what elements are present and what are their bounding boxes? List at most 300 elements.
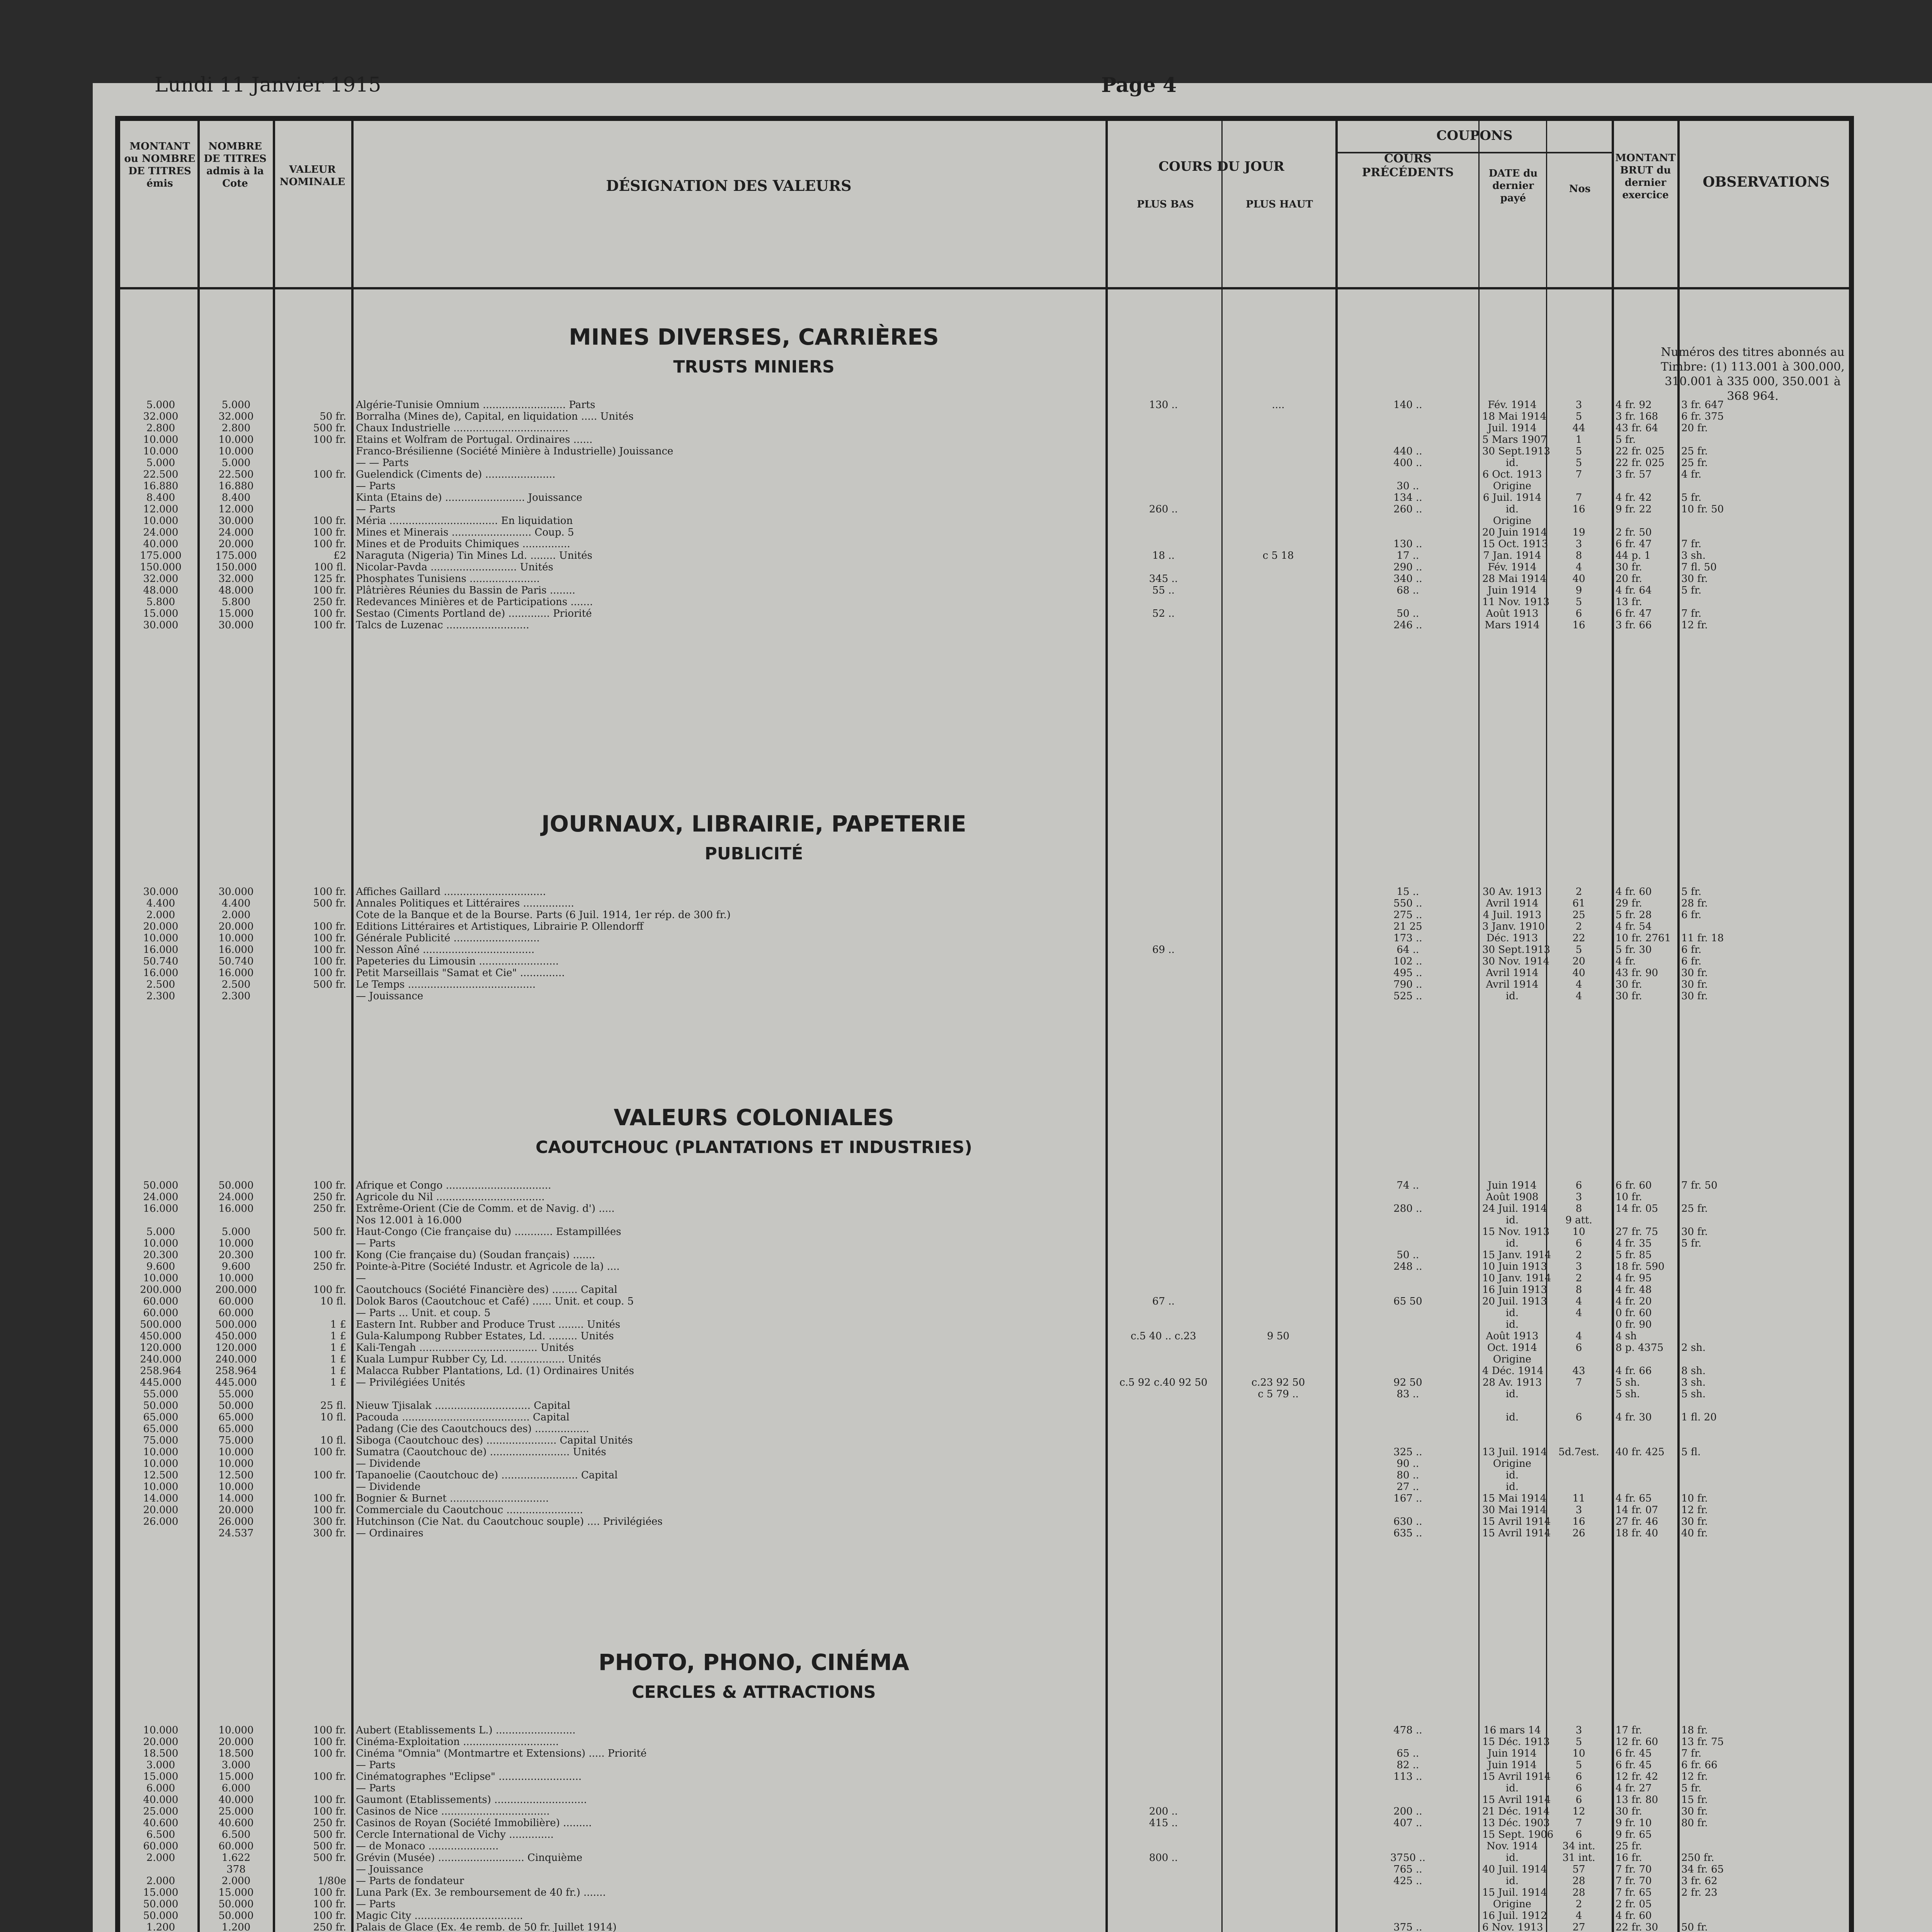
cell-nombre-admis: 2.300 [221,990,251,1002]
cell-valeur-nominale: 100 fr. [313,1898,346,1910]
cell-cours-plus-bas: 18 .. [1152,550,1175,561]
cell-coupon-numero: 4 [1575,990,1582,1002]
cell-nombre-admis: 258.964 [215,1365,257,1377]
cell-coupon-date: 15 Oct. 1913 [1482,538,1548,550]
cell-nombre-admis: 60.000 [218,1296,254,1307]
table-row [120,1493,1849,1504]
cell-coupon-date: 18 Mai 1914 [1482,411,1547,422]
table-row [120,538,1849,550]
cell-coupon-numero: 5 [1575,1759,1582,1771]
cell-cours-precedent: 400 .. [1393,457,1422,469]
cell-montant-brut: 3 sh. [1681,1377,1706,1388]
cell-coupon-numero: 5 [1575,457,1582,469]
cell-coupon-date: Origine [1493,480,1532,492]
cell-montant-emis: 32.000 [143,411,179,422]
cell-coupon-numero: 5 [1575,1736,1582,1748]
table-row [120,422,1849,434]
cell-nombre-admis: 15.000 [218,608,254,619]
cell-valeur-nominale: 100 fr. [313,1504,346,1516]
cell-montant-emis: 10.000 [143,1446,179,1458]
cell-montant-brut: 25 fr. [1681,446,1708,457]
cell-coupon-date: 7 Jan. 1914 [1483,550,1541,561]
cell-valeur-nominale: 250 fr. [313,1922,346,1932]
cell-montant-emis: 50.000 [143,1400,179,1412]
cell-montant-emis: 10.000 [143,1458,179,1469]
cell-cours-precedent: 246 .. [1393,619,1422,631]
cell-valeur-nominale: 250 fr. [313,1191,346,1203]
col-divider [197,121,200,1932]
table-row [120,1771,1849,1782]
cell-coupon-numero: 40 [1572,967,1585,979]
cell-nombre-admis: 14.000 [218,1493,254,1504]
cell-designation: Padang (Cie des Caoutchoucs des) ................. [356,1423,589,1435]
cell-coupon-date: 15 Janv. 1914 [1482,1249,1551,1261]
cell-designation: — Jouissance [356,990,423,1002]
cell-montant-brut: 6 fr. [1681,909,1702,921]
cell-designation: Phosphates Tunisiens ...................... [356,573,540,585]
cell-montant-brut: 10 fr. [1681,1493,1708,1504]
cell-cours-precedent: 65 50 [1393,1296,1422,1307]
cell-cours-precedent: 248 .. [1393,1261,1422,1272]
cell-coupon-montant-net: 0 fr. 90 [1616,1319,1652,1330]
cell-nombre-admis: 10.000 [218,1272,254,1284]
section-subtitle: CERCLES & ATTRACTIONS [632,1682,876,1702]
cell-designation: Borralha (Mines de), Capital, en liquidation ..... Unités [356,411,634,422]
section-subtitle: TRUSTS MINIERS [673,357,835,377]
cell-cours-plus-bas: 67 .. [1152,1296,1175,1307]
cell-montant-brut: 7 fl. 50 [1681,561,1717,573]
table-row [120,527,1849,538]
cell-coupon-numero: 5 [1575,596,1582,608]
cell-nombre-admis: 30.000 [218,619,254,631]
table-row [120,1180,1849,1191]
cell-coupon-numero: 16 [1572,503,1585,515]
cell-coupon-date: Août 1913 [1486,608,1539,619]
cell-coupon-numero: 44 [1572,422,1585,434]
cell-montant-emis: 55.000 [143,1388,179,1400]
cell-designation: — Ordinaires [356,1527,423,1539]
cell-montant-emis: 26.000 [143,1516,179,1527]
table-row [120,1214,1849,1226]
cell-valeur-nominale: 250 fr. [313,596,346,608]
col-header-designation: DÉSIGNATION DES VALEURS [606,177,852,194]
cell-valeur-nominale: 100 fr. [313,1284,346,1296]
cell-coupon-numero: 6 [1575,1412,1582,1423]
cell-nombre-admis: 25.000 [218,1806,254,1817]
cell-coupon-montant-net: 40 fr. 425 [1616,1446,1665,1458]
cell-designation: Eastern Int. Rubber and Produce Trust ........ Unités [356,1319,621,1330]
table-row [120,1829,1849,1840]
cell-montant-emis: 175.000 [140,550,182,561]
cell-coupon-montant-net: 6 fr. 45 [1616,1759,1652,1771]
cell-montant-emis: 2.300 [146,990,175,1002]
cell-cours-plus-haut: c.23 92 50 [1251,1377,1305,1388]
cell-coupon-numero: 6 [1575,608,1582,619]
cell-montant-emis: 32.000 [143,573,179,585]
table-row [120,1342,1849,1354]
table-row [120,944,1849,956]
cell-cours-plus-haut: c 5 79 .. [1258,1388,1299,1400]
cell-montant-emis: 10.000 [143,1725,179,1736]
cell-coupon-numero: 3 [1575,1191,1582,1203]
col-header-cours-prec: COURS PRÉCÉDENTS [1362,152,1454,179]
section-title [398,1102,1109,1163]
cell-designation: Affiches Gaillard ................................ [356,886,546,898]
cell-montant-brut: 13 fr. 75 [1681,1736,1724,1748]
cell-cours-precedent: 167 .. [1393,1493,1422,1504]
cell-designation: Cinéma "Omnia" (Montmartre et Extensions) ..... Priorité [356,1748,647,1759]
cell-cours-precedent: 83 .. [1396,1388,1419,1400]
cell-nombre-admis: 50.740 [218,956,254,967]
cell-coupon-date: Fév. 1914 [1488,561,1537,573]
cell-coupon-date: Juin 1914 [1488,585,1537,596]
cell-cours-precedent: 765 .. [1393,1864,1422,1875]
table-row [120,561,1849,573]
cell-montant-brut: 20 fr. [1681,422,1708,434]
cell-nombre-admis: 16.000 [218,944,254,956]
table-row [120,1412,1849,1423]
cell-coupon-numero: 2 [1575,1249,1582,1261]
cell-nombre-admis: 50.000 [218,1180,254,1191]
cell-coupon-date: id. [1505,1319,1519,1330]
col-header-nombre: NOMBRE DE TITRES admis à la Cote [204,141,267,189]
cell-nombre-admis: 48.000 [218,585,254,596]
cell-coupon-numero: 22 [1572,932,1585,944]
cell-designation: — Parts [356,1759,396,1771]
cell-coupon-date: Origine [1493,1898,1532,1910]
cell-coupon-montant-net: 13 fr. [1616,596,1642,608]
cell-designation: Palais de Glace (Ex. 4e remb. de 50 fr. Juillet 1914) [356,1922,617,1932]
cell-coupon-date: Nov. 1914 [1486,1840,1538,1852]
cell-montant-emis: 4.400 [146,898,175,909]
cell-montant-brut: 5 fr. [1681,886,1702,898]
cell-designation: Sumatra (Caoutchouc de) ......................... Unités [356,1446,606,1458]
cell-montant-emis: 500.000 [140,1319,182,1330]
cell-coupon-date: id. [1505,1875,1519,1887]
cell-designation: — — Parts [356,457,409,469]
table-row [120,1400,1849,1412]
cell-nombre-admis: 5.000 [221,457,251,469]
cell-valeur-nominale: 10 fl. [320,1296,346,1307]
cell-montant-emis: 40.600 [143,1817,179,1829]
cell-nombre-admis: 200.000 [215,1284,257,1296]
cell-montant-brut: 3 sh. [1681,550,1706,561]
cell-cours-precedent: 30 .. [1396,480,1419,492]
cell-coupon-montant-net: 13 fr. 80 [1616,1794,1658,1806]
cell-valeur-nominale: 100 fr. [313,944,346,956]
table-row [120,573,1849,585]
cell-coupon-montant-net: 4 fr. 60 [1616,886,1652,898]
cell-coupon-date: id. [1505,1388,1519,1400]
cell-coupon-numero: 5 [1575,446,1582,457]
cell-nombre-admis: 20.000 [218,538,254,550]
cell-coupon-montant-net: 4 fr. 20 [1616,1296,1652,1307]
cell-designation: Cinéma-Exploitation .............................. [356,1736,559,1748]
cell-coupon-date: 15 Avril 1914 [1482,1516,1551,1527]
cell-coupon-numero: 28 [1572,1875,1585,1887]
cell-designation: Franco-Brésilienne (Société Minière à Industrielle) Jouissance [356,446,673,457]
cell-coupon-date: 15 Avril 1914 [1482,1527,1551,1539]
table-row [120,1898,1849,1910]
cell-valeur-nominale: 500 fr. [313,979,346,990]
cell-designation: Etains et Wolfram de Portugal. Ordinaires ...... [356,434,593,446]
cell-cours-precedent: 550 .. [1393,898,1422,909]
table-row [120,1272,1849,1284]
cell-montant-brut: 80 fr. [1681,1817,1708,1829]
cell-valeur-nominale: 100 fr. [313,1748,346,1759]
cell-coupon-numero: 6 [1575,1238,1582,1249]
cell-nombre-admis: 240.000 [215,1354,257,1365]
cell-coupon-montant-net: 18 fr. 40 [1616,1527,1658,1539]
cell-cours-precedent: 64 .. [1396,944,1419,956]
cell-coupon-numero: 34 int. [1562,1840,1595,1852]
cell-montant-emis: 5.000 [146,399,175,411]
cell-designation: — Parts [356,1238,396,1249]
cell-montant-emis: 60.000 [143,1307,179,1319]
cell-coupon-numero: 11 [1572,1493,1585,1504]
cell-valeur-nominale: 100 fr. [313,1771,346,1782]
cell-coupon-montant-net: 44 p. 1 [1616,550,1651,561]
cell-designation: Magic City .................................. [356,1910,523,1922]
cell-cours-plus-bas: c.5 92 c.40 92 50 [1119,1377,1208,1388]
section-title-text: JOURNAUX, LIBRAIRIE, PAPETERIE [541,811,966,837]
cell-coupon-date: 4 Déc. 1914 [1482,1365,1544,1377]
cell-coupon-montant-net: 4 fr. 54 [1616,921,1652,932]
col-header-plus-bas: PLUS BAS [1137,199,1194,210]
cell-nombre-admis: 3.000 [221,1759,251,1771]
table-row [120,1910,1849,1922]
cell-nombre-admis: 10.000 [218,1446,254,1458]
cell-designation: — Dividende [356,1458,421,1469]
cell-montant-brut: 2 fr. 23 [1681,1887,1718,1898]
table-row [120,1226,1849,1238]
cell-designation: Annales Politiques et Littéraires ................ [356,898,574,909]
cell-valeur-nominale: 100 fr. [313,1887,346,1898]
cell-designation: Aubert (Etablissements L.) ......................... [356,1725,576,1736]
cell-coupon-date: id. [1505,1852,1519,1864]
table-row [120,399,1849,411]
cell-designation: Kinta (Etains de) ......................... Jouissance [356,492,582,503]
cell-montant-brut: 40 fr. [1681,1527,1708,1539]
cell-montant-emis: 16.000 [143,967,179,979]
cell-montant-emis: 40.000 [143,538,179,550]
cell-cours-precedent: 340 .. [1393,573,1422,585]
cell-coupon-montant-net: 5 sh. [1616,1377,1640,1388]
cell-montant-emis: 25.000 [143,1806,179,1817]
cell-cours-precedent: 80 .. [1396,1469,1419,1481]
cell-valeur-nominale: 50 fr. [320,411,346,422]
cell-montant-emis: 10.000 [143,515,179,527]
cell-montant-emis: 240.000 [140,1354,182,1365]
cell-cours-precedent: 200 .. [1393,1806,1422,1817]
cell-nombre-admis: 24.537 [218,1527,254,1539]
cell-valeur-nominale: 300 fr. [313,1516,346,1527]
cell-coupon-montant-net: 3 fr. 57 [1616,469,1652,480]
cell-designation: Cote de la Banque et de la Bourse. Parts (6 Juil. 1914, 1er rép. de 300 fr.) [356,909,731,921]
cell-montant-brut: 2 sh. [1681,1342,1706,1354]
cell-coupon-date: id. [1505,1238,1519,1249]
cell-coupon-date: 15 Mai 1914 [1482,1493,1547,1504]
cell-montant-brut: 12 fr. [1681,1771,1708,1782]
cell-montant-brut: 5 fr. [1681,585,1702,596]
cell-coupon-date: 30 Sept.1913 [1482,944,1551,956]
table-row [120,492,1849,503]
table-row [120,1423,1849,1435]
cell-coupon-montant-net: 2 fr. 50 [1616,527,1652,538]
cell-designation: Cinématographes "Eclipse" .......................... [356,1771,582,1782]
cell-nombre-admis: 2.000 [221,1875,251,1887]
cell-montant-brut: 5 fr. [1681,492,1702,503]
table-row [120,1330,1849,1342]
cell-nombre-admis: 8.400 [221,492,251,503]
table-row [120,1284,1849,1296]
cell-montant-emis: 6.000 [146,1782,175,1794]
cell-coupon-date: 28 Mai 1914 [1482,573,1547,585]
cell-coupon-numero: 1 [1575,434,1582,446]
cell-nombre-admis: 175.000 [215,550,257,561]
cell-coupon-montant-net: 8 p. 4375 [1616,1342,1664,1354]
cell-valeur-nominale: 1 £ [330,1319,346,1330]
cell-cours-plus-bas: 69 .. [1152,944,1175,956]
cell-cours-precedent: 68 .. [1396,585,1419,596]
cell-designation: Naraguta (Nigeria) Tin Mines Ld. ........ Unités [356,550,592,561]
cell-coupon-montant-net: 20 fr. [1616,573,1642,585]
cell-coupon-date: 10 Janv. 1914 [1482,1272,1551,1284]
cell-designation: — Dividende [356,1481,421,1493]
cell-coupon-numero: 5 [1575,944,1582,956]
cell-cours-precedent: 478 .. [1393,1725,1422,1736]
cell-designation: Nieuw Tjisalak .............................. Capital [356,1400,570,1412]
cell-coupon-numero: 6 [1575,1342,1582,1354]
cell-designation: Petit Marseillais "Samat et Cie" .............. [356,967,565,979]
col-divider [1546,121,1547,1932]
cell-coupon-numero: 2 [1575,921,1582,932]
col-header-valeur: VALEUR NOMINALE [279,164,345,188]
cell-coupon-date: 11 Nov. 1913 [1482,596,1550,608]
cell-designation: Nos 12.001 à 16.000 [356,1214,462,1226]
cell-montant-emis: 50.000 [143,1898,179,1910]
table-row [120,469,1849,480]
cell-montant-brut: 28 fr. [1681,898,1708,909]
cell-coupon-date: 30 Nov. 1914 [1482,956,1550,967]
cell-cours-precedent: 17 .. [1396,550,1419,561]
cell-coupon-numero: 8 [1575,550,1582,561]
cell-montant-emis: 20.000 [143,1504,179,1516]
cell-coupon-montant-net: 9 fr. 10 [1616,1817,1652,1829]
cell-montant-emis: 150.000 [140,561,182,573]
cell-montant-brut: 50 fr. [1681,1922,1708,1932]
cell-valeur-nominale: 125 fr. [313,573,346,585]
col-divider [273,121,275,1932]
cell-coupon-date: Fév. 1914 [1488,399,1537,411]
cell-valeur-nominale: 100 fr. [313,1806,346,1817]
table-row [120,1365,1849,1377]
cell-montant-emis: 5.800 [146,596,175,608]
cell-cours-precedent: 3750 .. [1390,1852,1425,1864]
cell-designation: Pacouda ........................................ Capital [356,1412,570,1423]
cell-montant-brut: 7 fr. [1681,1748,1702,1759]
cell-cours-precedent: 15 .. [1396,886,1419,898]
table-row [120,1864,1849,1875]
table-row [120,956,1849,967]
cell-cours-plus-bas: 345 .. [1149,573,1178,585]
cell-valeur-nominale: 100 fl. [314,561,346,573]
cell-nombre-admis: 32.000 [218,411,254,422]
cell-coupon-numero: 9 att. [1565,1214,1592,1226]
table-row [120,457,1849,469]
cell-coupon-date: Juin 1914 [1488,1180,1537,1191]
cell-nombre-admis: 24.000 [218,527,254,538]
cell-coupon-numero: 6 [1575,1771,1582,1782]
cell-montant-emis: 15.000 [143,1771,179,1782]
cell-nombre-admis: 1.200 [221,1922,251,1932]
cell-montant-brut: 7 fr. 50 [1681,1180,1718,1191]
table-row [120,434,1849,446]
cell-nombre-admis: 445.000 [215,1377,257,1388]
cell-coupon-montant-net: 22 fr. 025 [1616,446,1665,457]
cell-coupon-numero: 57 [1572,1864,1585,1875]
cell-designation: Hutchinson (Cie Nat. du Caoutchouc souple) .... Privilégiées [356,1516,663,1527]
cell-designation: — Privilégiées Unités [356,1377,465,1388]
cell-valeur-nominale: 100 fr. [313,434,346,446]
cell-nombre-admis: 10.000 [218,1481,254,1493]
cell-coupon-numero: 4 [1575,979,1582,990]
cell-montant-emis: 14.000 [143,1493,179,1504]
cell-montant-emis: 75.000 [143,1435,179,1446]
cell-coupon-montant-net: 6 fr. 47 [1616,608,1652,619]
cell-coupon-montant-net: 43 fr. 90 [1616,967,1658,979]
cell-designation: Afrique et Congo ................................. [356,1180,551,1191]
cell-designation: Kong (Cie française du) (Soudan français) ....... [356,1249,595,1261]
cell-valeur-nominale: 10 fl. [320,1435,346,1446]
cell-montant-emis: 445.000 [140,1377,182,1388]
table-row [120,1782,1849,1794]
table-row [120,1249,1849,1261]
table-row [120,1887,1849,1898]
cell-coupon-numero: 4 [1575,1296,1582,1307]
cell-montant-brut: 30 fr. [1681,1806,1708,1817]
cell-cours-precedent: 50 .. [1396,1249,1419,1261]
cell-montant-emis: 16.000 [143,944,179,956]
cell-coupon-date: 15 Nov. 1913 [1482,1226,1550,1238]
col-divider [1478,121,1480,1932]
cell-montant-emis: 30.000 [143,619,179,631]
cell-cours-precedent: 425 .. [1393,1875,1422,1887]
cell-designation: Plâtrières Réunies du Bassin de Paris ........ [356,585,575,596]
cell-designation: — Parts [356,480,396,492]
table-row [120,619,1849,631]
cell-designation: Kali-Tengah ..................................... Unités [356,1342,574,1354]
cell-nombre-admis: 55.000 [218,1388,254,1400]
table-row [120,411,1849,422]
cell-valeur-nominale: 300 fr. [313,1527,346,1539]
cell-coupon-montant-net: 22 fr. 30 [1616,1922,1658,1932]
cell-coupon-montant-net: 5 fr. 85 [1616,1249,1652,1261]
cell-montant-emis: 24.000 [143,1191,179,1203]
cell-nombre-admis: 60.000 [218,1307,254,1319]
cell-coupon-numero: 3 [1575,399,1582,411]
table-row [120,979,1849,990]
cell-coupon-date: 30 Sept.1913 [1482,446,1551,457]
cell-valeur-nominale: 500 fr. [313,1829,346,1840]
cell-coupon-date: 10 Juin 1913 [1482,1261,1548,1272]
col-divider [351,121,354,1932]
cell-nombre-admis: 22.500 [218,469,254,480]
cell-valeur-nominale: 100 fr. [313,1249,346,1261]
cell-nombre-admis: 10.000 [218,446,254,457]
cell-montant-emis: 18.500 [143,1748,179,1759]
cell-montant-brut: 12 fr. [1681,619,1708,631]
